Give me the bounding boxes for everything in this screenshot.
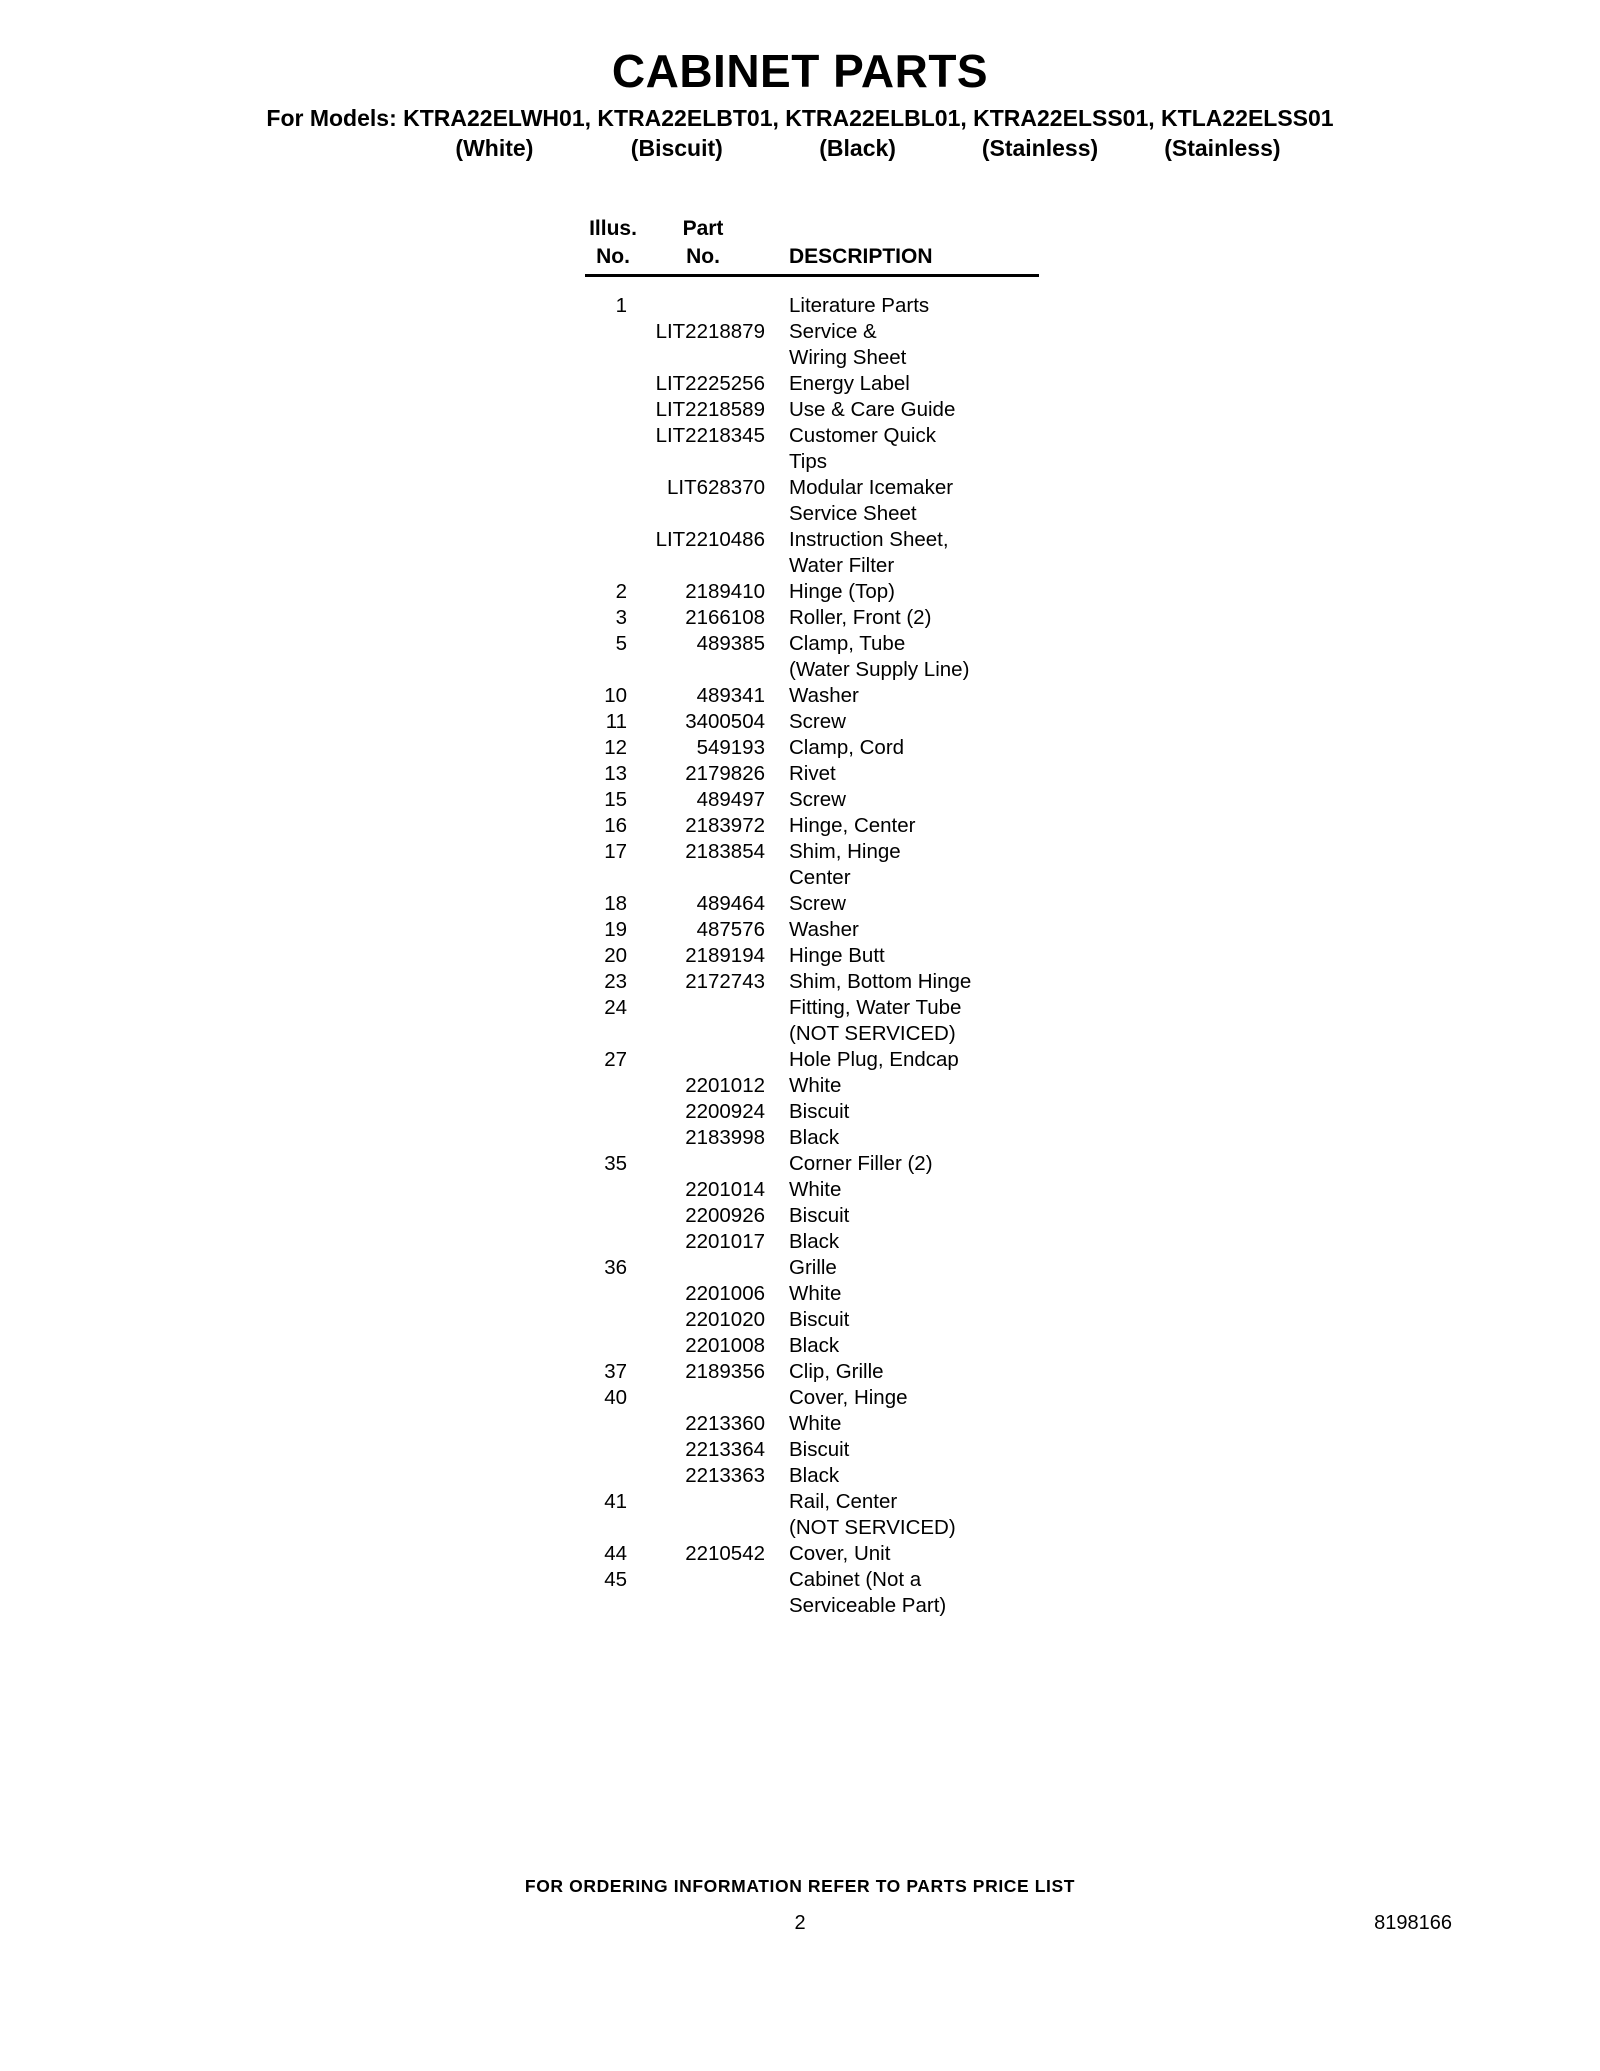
description-line: Literature Parts [789,293,930,317]
part-no-cell [641,995,765,1047]
description-cell [789,1281,1039,1307]
description-line: Black [789,1333,840,1357]
illus-no-cell [585,1177,641,1203]
description-cell [789,1203,1039,1229]
model-color-stainless: (Stainless) [981,134,1099,161]
part-no-cell [641,1385,765,1411]
description-line: Tips [789,449,827,473]
description-line: Corner Filler (2) [789,1151,933,1175]
description-cell [789,891,1039,917]
description-cell [789,683,1039,709]
part-no-cell: 549193 [696,735,765,759]
table-row [585,475,1039,527]
part-no-cell: 2200924 [685,1099,765,1123]
description-line: Screw [789,891,846,915]
table-row [585,761,1039,787]
part-no-cell: LIT2218879 [655,319,765,343]
part-no-cell: LIT2218345 [655,423,765,447]
description-cell [789,1359,1039,1385]
description-cell [789,1099,1039,1125]
part-no-cell: LIT2210486 [655,527,765,551]
description-line: Water Filter [789,553,895,577]
table-row [585,1047,1039,1073]
description-line: Energy Label [789,371,910,395]
description-line: Cabinet (Not a [789,1567,922,1591]
part-no-cell: LIT2218589 [655,397,765,421]
illus-no-cell [585,1307,641,1333]
description-cell [789,631,1039,683]
illus-no-cell: 40 [604,1385,627,1409]
description-line: Washer [789,683,859,707]
illus-no-cell: 17 [604,839,627,863]
description-line: Hinge, Center [789,813,916,837]
part-no-cell: 2179826 [685,761,765,785]
illus-no-cell: 24 [604,995,627,1019]
table-row [585,891,1039,917]
description-cell [789,1541,1039,1567]
description-line: Biscuit [789,1437,850,1461]
page-number: 2 [794,1912,806,1934]
part-no-cell: 489497 [696,787,765,811]
part-no-cell: 2210542 [685,1541,765,1565]
description-line: Rivet [789,761,836,785]
description-line: Cover, Hinge [789,1385,908,1409]
part-no-cell: 2183972 [685,813,765,837]
illus-no-cell: 2 [615,579,627,603]
illus-no-cell [585,475,641,527]
illus-no-cell [585,1281,641,1307]
illus-no-cell [585,1333,641,1359]
description-cell [789,527,1039,579]
part-no-cell [641,1255,765,1281]
description-line: Clamp, Cord [789,735,905,759]
table-row [585,1229,1039,1255]
description-line: White [789,1073,842,1097]
part-no-cell [641,1489,765,1541]
part-no-cell: 2213364 [685,1437,765,1461]
model-color-stainless2: (Stainless) [1164,134,1281,161]
part-no-cell [641,1151,765,1177]
description-line: White [789,1411,842,1435]
illus-no-cell: 13 [604,761,627,785]
table-row [585,1359,1039,1385]
description-line: (NOT SERVICED) [789,1021,956,1045]
description-line: Biscuit [789,1203,850,1227]
illus-no-cell [585,1099,641,1125]
description-line: Black [789,1229,840,1253]
part-no-cell: 2172743 [685,969,765,993]
description-cell [789,475,1039,527]
part-no-cell: 2213363 [685,1463,765,1487]
part-no-cell: 2201017 [685,1229,765,1253]
description-cell [789,969,1039,995]
description-cell [789,1229,1039,1255]
table-row [585,1099,1039,1125]
description-line: Screw [789,709,846,733]
part-no-cell: 2183998 [685,1125,765,1149]
description-line: Screw [789,787,846,811]
description-cell [789,813,1039,839]
table-row [585,1463,1039,1489]
illus-no-cell [585,1437,641,1463]
table-row [585,1437,1039,1463]
part-no-cell: 3400504 [685,709,765,733]
illus-no-cell: 41 [604,1489,627,1513]
header-description: DESCRIPTION [789,244,933,268]
description-line: Service & [789,319,877,343]
description-cell [789,1385,1039,1411]
description-cell [789,1489,1039,1541]
table-row [585,735,1039,761]
table-row [585,709,1039,735]
description-cell [789,995,1039,1047]
illus-no-cell [585,1073,641,1099]
illus-no-cell [585,423,641,475]
illus-no-cell: 44 [604,1541,627,1565]
description-line: Black [789,1125,840,1149]
description-cell [789,1463,1039,1489]
description-line: Serviceable Part) [789,1593,947,1617]
model-colors-row [0,133,1600,165]
table-row [585,1203,1039,1229]
part-no-cell: 2201006 [685,1281,765,1305]
illus-no-cell [585,527,641,579]
table-row [585,787,1039,813]
models-line: For Models: KTRA22ELWH01, KTRA22ELBT01, KTRA22ELBL01, KTRA22ELSS01, KTLA22ELSS01 [266,104,1334,131]
illus-no-cell [585,1463,641,1489]
ordering-info-note: FOR ORDERING INFORMATION REFER TO PARTS PRICE LIST [524,1876,1076,1896]
part-no-cell: 2201014 [685,1177,765,1201]
description-cell [789,1567,1039,1619]
description-cell [789,423,1039,475]
description-line: Roller, Front (2) [789,605,932,629]
table-row [585,917,1039,943]
illus-no-cell: 11 [605,709,627,733]
description-cell [789,761,1039,787]
part-no-cell: 2200926 [685,1203,765,1227]
description-cell [789,1437,1039,1463]
table-row [585,1125,1039,1151]
model-color-black: (Black) [819,134,896,161]
description-line: Shim, Bottom Hinge [789,969,972,993]
description-line: Instruction Sheet, [789,527,949,551]
description-cell [789,1151,1039,1177]
description-line: Black [789,1463,840,1487]
description-cell [789,1047,1039,1073]
table-row [585,1567,1039,1619]
description-line: Hinge (Top) [789,579,895,603]
illus-no-cell: 12 [604,735,627,759]
illus-no-cell: 35 [604,1151,627,1175]
description-line: Use & Care Guide [789,397,956,421]
table-row [585,371,1039,397]
table-row [585,1281,1039,1307]
table-row [585,1177,1039,1203]
part-no-cell: 2189194 [685,943,765,967]
description-line: Wiring Sheet [789,345,907,369]
page-title: CABINET PARTS [611,45,989,97]
table-row [585,1151,1039,1177]
illus-no-cell [585,1229,641,1255]
description-line: Shim, Hinge [789,839,901,863]
description-line: Rail, Center [789,1489,898,1513]
description-cell [789,1073,1039,1099]
illus-no-cell: 36 [604,1255,627,1279]
table-body [585,293,1039,1619]
table-row [585,319,1039,371]
description-line: Clip, Grille [789,1359,884,1383]
description-cell [789,605,1039,631]
table-row [585,1541,1039,1567]
part-no-cell: 489464 [696,891,765,915]
description-cell [789,579,1039,605]
description-cell [789,787,1039,813]
table-header [585,215,1039,277]
table-row [585,397,1039,423]
illus-no-cell: 19 [604,917,627,941]
part-no-cell [641,1047,765,1073]
part-no-cell [641,293,765,319]
parts-table [585,215,1039,1619]
illus-no-cell: 27 [604,1047,627,1071]
description-cell [789,917,1039,943]
part-no-cell: 2183854 [685,839,765,863]
description-line: Biscuit [789,1099,850,1123]
illus-no-cell: 15 [604,787,627,811]
illus-no-cell: 45 [604,1567,627,1591]
description-cell [789,293,1039,319]
illus-no-cell [585,1411,641,1437]
description-line: Center [789,865,851,889]
table-row [585,1385,1039,1411]
illus-no-cell [585,371,641,397]
table-row [585,527,1039,579]
table-row [585,605,1039,631]
table-row [585,683,1039,709]
table-row [585,995,1039,1047]
description-cell [789,1177,1039,1203]
table-row [585,969,1039,995]
description-cell [789,943,1039,969]
table-row [585,1255,1039,1281]
description-line: Modular Icemaker [789,475,954,499]
description-cell [789,319,1039,371]
part-no-cell: 2189356 [685,1359,765,1383]
description-cell [789,1411,1039,1437]
description-line: Biscuit [789,1307,850,1331]
illus-no-cell [585,397,641,423]
table-row [585,1489,1039,1541]
part-no-cell: 489385 [696,631,765,655]
description-line: Hole Plug, Endcap [789,1047,959,1071]
part-no-cell: 489341 [696,683,765,707]
illus-no-cell: 20 [604,943,627,967]
description-cell [789,371,1039,397]
part-no-cell: LIT2225256 [655,371,765,395]
document-number: 8198166 [1374,1912,1452,1934]
description-line: (Water Supply Line) [789,657,970,681]
part-no-cell: LIT628370 [666,475,765,499]
table-row [585,943,1039,969]
description-line: Customer Quick [789,423,936,447]
description-cell [789,397,1039,423]
table-row [585,423,1039,475]
description-line: Cover, Unit [789,1541,891,1565]
illus-no-cell: 3 [615,605,627,629]
description-line: (NOT SERVICED) [789,1515,956,1539]
header-part-no: Part No. [682,216,724,268]
description-line: White [789,1177,842,1201]
description-line: Clamp, Tube [789,631,906,655]
part-no-cell: 2166108 [685,605,765,629]
description-line: Hinge Butt [789,943,885,967]
illus-no-cell [585,319,641,371]
illus-no-cell: 10 [604,683,627,707]
part-no-cell: 2189410 [685,579,765,603]
table-row [585,579,1039,605]
illus-no-cell: 37 [604,1359,627,1383]
table-row [585,1307,1039,1333]
table-row [585,293,1039,319]
part-no-cell: 487576 [696,917,765,941]
description-line: Washer [789,917,859,941]
part-no-cell [641,1567,765,1619]
table-row [585,1333,1039,1359]
table-row [585,839,1039,891]
description-cell [789,839,1039,891]
illus-no-cell [585,1203,641,1229]
part-no-cell: 2201020 [685,1307,765,1331]
illus-no-cell: 16 [604,813,627,837]
description-cell [789,709,1039,735]
illus-no-cell: 1 [615,293,627,317]
description-cell [789,1307,1039,1333]
description-line: Grille [789,1255,837,1279]
description-line: White [789,1281,842,1305]
description-line: Service Sheet [789,501,917,525]
description-line: Fitting, Water Tube [789,995,962,1019]
model-color-white: (White) [455,134,534,161]
part-no-cell: 2213360 [685,1411,765,1435]
illus-no-cell [585,1125,641,1151]
part-no-cell: 2201012 [685,1073,765,1097]
illus-no-cell: 18 [604,891,627,915]
model-color-biscuit: (Biscuit) [630,134,723,161]
header-illus-no: Illus. No. [589,216,637,268]
illus-no-cell: 23 [604,969,627,993]
table-row [585,813,1039,839]
description-cell [789,1125,1039,1151]
table-row [585,631,1039,683]
description-cell [789,1333,1039,1359]
description-cell [789,735,1039,761]
table-row [585,1073,1039,1099]
illus-no-cell: 5 [615,631,627,655]
description-cell [789,1255,1039,1281]
table-row [585,1411,1039,1437]
part-no-cell: 2201008 [685,1333,765,1357]
